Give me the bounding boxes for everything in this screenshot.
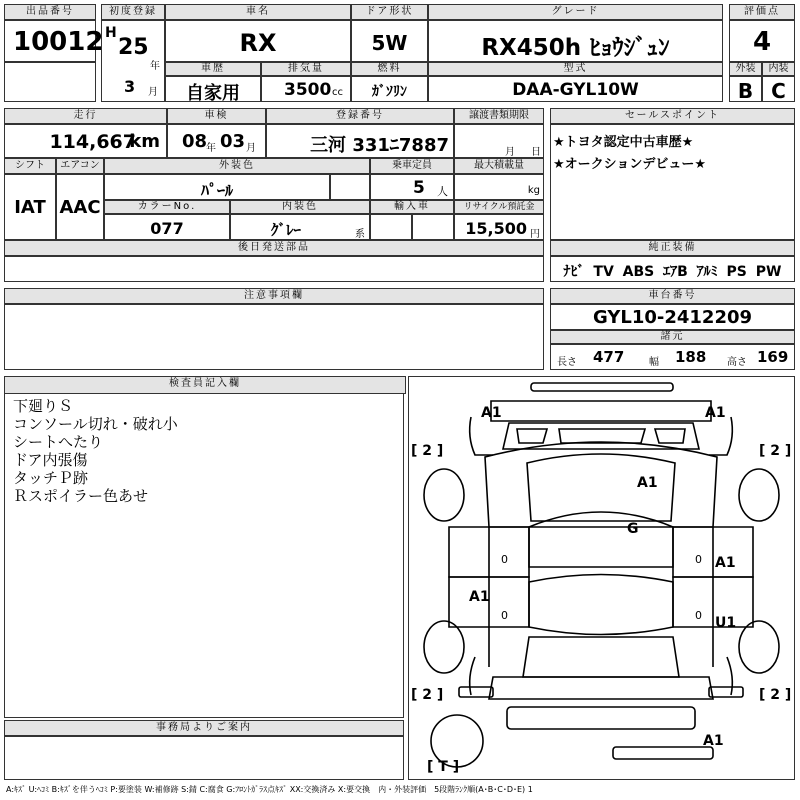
transfer-month-unit: 月 — [505, 147, 515, 158]
color-no-header: カラーNo. — [104, 200, 230, 214]
mileage-cell — [4, 124, 167, 158]
fuel-value: ｶﾞｿﾘﾝ — [372, 84, 407, 100]
grade-cell — [428, 20, 723, 62]
car-outline — [449, 383, 753, 759]
color-no-cell — [104, 214, 230, 240]
import-cell-1 — [370, 214, 412, 240]
later-parts-cell — [4, 256, 544, 282]
chassis-header: 車台番号 — [550, 288, 795, 304]
recycle-unit: 円 — [530, 229, 540, 240]
chassis-value: GYL10-2412209 — [592, 307, 753, 328]
notes-cell — [4, 304, 544, 370]
aircon-header: エアコン — [56, 158, 104, 174]
mark-tire-front-right: [ 2 ] — [759, 443, 792, 459]
equipment-cell — [550, 256, 795, 282]
history-value: 自家用 — [186, 83, 240, 104]
recycle-cell — [454, 214, 544, 240]
inspection-year-unit: 年 — [206, 143, 216, 154]
inspector-note: ドア内張傷 — [13, 451, 88, 469]
year-value: 25 — [118, 35, 149, 60]
capacity-header: 乗車定員 — [370, 158, 454, 174]
width-value: 188 — [675, 348, 707, 366]
month-unit: 月 — [148, 87, 158, 98]
ext-grade-cell — [729, 76, 762, 102]
mark-zero-right-front: 0 — [695, 553, 702, 566]
era-value: H — [105, 25, 117, 41]
model-code-header: 型式 — [428, 62, 723, 76]
mark-windshield: G — [627, 521, 639, 537]
grade-header: グレード — [428, 4, 723, 20]
notes-header: 注意事項欄 — [4, 288, 544, 304]
inspector-note: 下廻りＳ — [13, 397, 74, 415]
sales-point-2: ★オークションデビュー★ — [553, 157, 707, 172]
model-code-cell — [428, 76, 723, 102]
model-cell — [165, 20, 351, 62]
mark-zero-right-rear: 0 — [695, 609, 702, 622]
shift-value: IAT — [14, 197, 46, 218]
displacement-cell — [261, 76, 351, 102]
inspector-panel — [4, 376, 404, 718]
mark-rear-bumper: A1 — [703, 733, 724, 749]
mark-spare-tire: [ T ] — [427, 759, 460, 775]
length-label: 長さ — [557, 357, 577, 368]
door-header: ドア形状 — [351, 4, 428, 20]
height-value: 169 — [757, 348, 789, 366]
equipment-value: ﾅﾋﾞ TV ABS ｴｱB ｱﾙﾐ PS PW — [563, 264, 782, 280]
inspector-note: タッチＰ跡 — [13, 469, 89, 487]
inspector-note: シートへたり — [13, 433, 104, 451]
mark-right-rear-door: U1 — [715, 615, 737, 631]
grade-value: RX450h ﾋｮｳｼﾞｭﾝ — [481, 35, 670, 61]
ext-color-header: 外装色 — [104, 158, 370, 174]
door-value: 5W — [371, 31, 408, 55]
inspection-month-value: 03 — [220, 131, 246, 152]
legend-text: A:ｷｽﾞ U:ﾍｺﾐ B:ｷｽﾞを伴うﾍｺﾐ P:要塗装 W:補修跡 S:錆 C:腐食 G:ﾌﾛﾝﾄｶﾞﾗｽ点ｷｽﾞ XX:交換済み X:要交換 内・外装評価 5段階ﾗﾝｸ順(A･B･C･D･E) 1 — [6, 785, 533, 794]
mileage-header: 走行 — [4, 108, 167, 124]
length-value: 477 — [593, 348, 625, 366]
inspector-note: Ｒスポイラー色あせ — [13, 487, 149, 505]
capacity-unit: 人 — [437, 185, 448, 198]
office-header: 事務局よりご案内 — [4, 720, 404, 736]
sales-points-cell — [550, 124, 795, 240]
height-label: 高さ — [727, 357, 747, 368]
car-diagram — [409, 377, 794, 779]
fuel-header: 燃料 — [351, 62, 428, 76]
aircon-cell — [56, 174, 104, 240]
import-cell-2 — [412, 214, 454, 240]
inspector-note: コンソール切れ・破れ小 — [13, 415, 178, 433]
mark-front-right: A1 — [705, 405, 726, 421]
equipment-header: 純正装備 — [550, 240, 795, 256]
sales-point-1: ★トヨタ認定中古車歴★ — [553, 135, 694, 150]
transfer-header: 譲渡書類期限 — [454, 108, 544, 124]
lot-no-value: 10012 — [13, 27, 104, 57]
mileage-unit: km — [129, 131, 160, 152]
first-reg-header: 初度登録 — [101, 4, 165, 20]
mark-hood: A1 — [637, 475, 658, 491]
int-color-header: 内装色 — [230, 200, 370, 214]
inspector-header: 検査員記入欄 — [4, 376, 406, 394]
inspection-year-value: 08 — [182, 131, 208, 152]
office-cell — [4, 736, 404, 780]
door-cell — [351, 20, 428, 62]
color-no-value: 077 — [150, 219, 184, 238]
score-value: 4 — [752, 27, 772, 57]
first-reg-cell — [101, 20, 165, 102]
inspector-notes-list — [13, 397, 178, 505]
import-header: 輸入車 — [370, 200, 454, 214]
history-cell — [165, 76, 261, 102]
ext-header: 外装 — [729, 62, 762, 76]
mark-zero-left-rear: 0 — [501, 609, 508, 622]
later-parts-header: 後日発送部品 — [4, 240, 544, 256]
max-load-header: 最大積載量 — [454, 158, 544, 174]
aircon-value: AAC — [59, 197, 101, 218]
specs-header: 諸元 — [550, 330, 795, 344]
car-diagram-panel — [408, 376, 795, 780]
max-load-unit: kg — [527, 185, 540, 196]
plate-header: 登録番号 — [266, 108, 454, 124]
mark-front-left: A1 — [481, 405, 502, 421]
model-header: 車名 — [165, 4, 351, 20]
int-grade-value: C — [771, 79, 786, 103]
ext-grade-value: B — [737, 79, 754, 103]
transfer-cell — [454, 124, 544, 158]
capacity-value: 5 — [413, 178, 425, 198]
lot-no-blank — [4, 62, 96, 102]
width-label: 幅 — [649, 357, 659, 368]
recycle-header: リサイクル預託金 — [454, 200, 544, 214]
int-color-value: ｸﾞﾚｰ — [271, 221, 302, 239]
displacement-value: 3500 — [284, 80, 332, 100]
model-code-value: DAA-GYL10W — [512, 80, 639, 100]
ext-color-value: ﾊﾟｰﾙ — [200, 181, 233, 200]
inspection-month-unit: 月 — [246, 143, 256, 154]
mark-tire-front-left: [ 2 ] — [411, 443, 444, 459]
recycle-value: 15,500 — [465, 219, 527, 238]
sales-points-header: セールスポイント — [550, 108, 795, 124]
mark-zero-left-front: 0 — [501, 553, 508, 566]
int-header: 内装 — [762, 62, 795, 76]
score-header: 評価点 — [729, 4, 795, 20]
capacity-cell — [370, 174, 454, 200]
chassis-cell — [550, 304, 795, 330]
inspection-header: 車検 — [167, 108, 266, 124]
plate-value: 三河 331ﾆ7887 — [310, 135, 449, 156]
lot-no-header: 出品番号 — [4, 4, 96, 20]
model-value: RX — [239, 29, 277, 57]
month-value: 3 — [124, 77, 136, 96]
int-color-cell — [230, 214, 370, 240]
plate-cell — [266, 124, 454, 158]
score-cell — [729, 20, 795, 62]
mark-right-door: A1 — [715, 555, 736, 571]
shift-header: シフト — [4, 158, 56, 174]
year-unit: 年 — [150, 61, 160, 72]
mark-tire-rear-left: [ 2 ] — [411, 687, 444, 703]
transfer-day-unit: 日 — [531, 147, 541, 158]
displacement-unit: cc — [332, 87, 343, 98]
mark-left-door: A1 — [469, 589, 490, 605]
max-load-cell — [454, 174, 544, 200]
lot-no-cell — [4, 20, 104, 62]
displacement-header: 排気量 — [261, 62, 351, 76]
int-color-unit: 系 — [355, 229, 365, 240]
inspection-cell — [167, 124, 266, 158]
shift-cell — [4, 174, 56, 240]
mark-tire-rear-right: [ 2 ] — [759, 687, 792, 703]
mileage-value: 114,667 — [49, 131, 136, 153]
ext-color-cell — [104, 174, 330, 200]
ext-color-extra — [330, 174, 370, 200]
int-grade-cell — [762, 76, 795, 102]
fuel-cell — [351, 76, 428, 102]
history-header: 車歴 — [165, 62, 261, 76]
specs-cell — [550, 344, 795, 370]
